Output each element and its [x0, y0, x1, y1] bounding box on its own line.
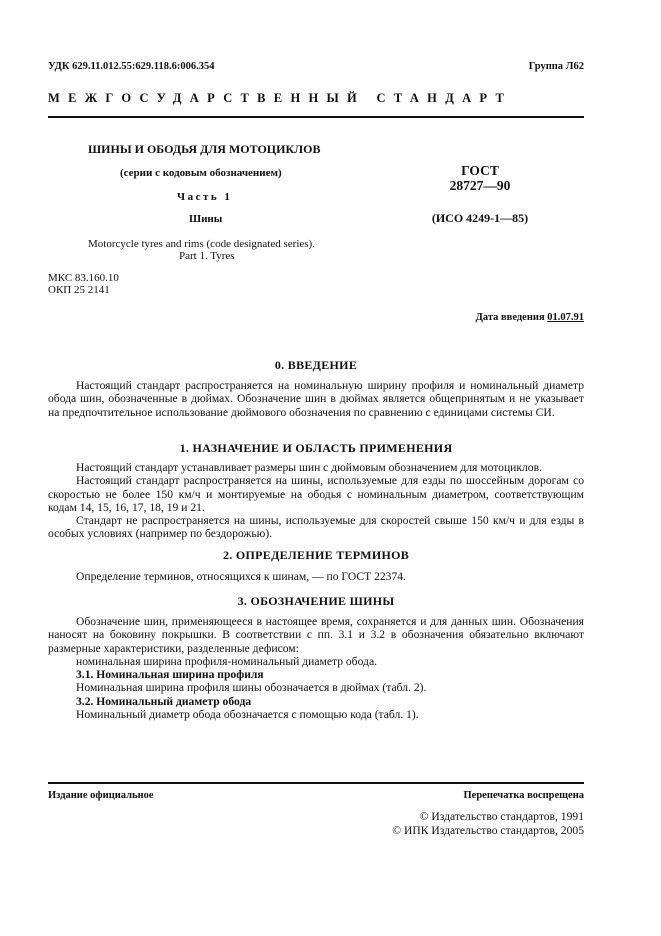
- section-2-heading: 2. ОПРЕДЕЛЕНИЕ ТЕРМИНОВ: [222, 548, 410, 562]
- introduction-date: [476, 312, 584, 323]
- section-0-heading: 0. ВВЕДЕНИЕ: [274, 358, 358, 372]
- intro-date-label: Дата введения: [475, 312, 545, 323]
- section-1-paragraph-2: Настоящий стандарт распространяется на шины, используемые для езды по шоссейным дорогам со скоростью не более 150 км/ч и монтируемые на ободья с номинальным диаметром, соответствующим кодам 14, 15, 16, 17, 18, 19 и 21.: [48, 474, 584, 514]
- official-edition: Издание официальное: [48, 790, 154, 801]
- header-divider: [48, 116, 584, 118]
- document-title: ШИНЫ И ОБОДЬЯ ДЛЯ МОТОЦИКЛОВ: [88, 142, 321, 156]
- okp-code: ОКП 25 2141: [48, 284, 110, 296]
- english-part: Part 1. Tyres: [179, 250, 235, 262]
- section-1-paragraph-3: Стандарт не распространяется на шины, используемые для скоростей свыше 150 км/ч и для езды в особых условиях (например по бездорожью).: [48, 514, 584, 541]
- document-subtitle: Шины: [189, 213, 223, 225]
- mks-code: МКС 83.160.10: [48, 272, 119, 284]
- standard-banner: МЕЖГОСУДАРСТВЕННЫЙ СТАНДАРТ: [48, 91, 513, 105]
- subsection-3-2-text: Номинальный диаметр обода обозначается с помощью кода (табл. 1).: [76, 708, 419, 722]
- section-0-paragraph: Настоящий стандарт распространяется на номинальную ширину профиля и номинальный диаметр обода шин, обозначенные в дюймах. Обозначение шин в дюймах является общепринятым и не указывает на предпочтительное использование дюймового обозначения по сравнению с единицами системы СИ.: [48, 379, 584, 419]
- series-note: (серии с кодовым обозначением): [120, 167, 282, 179]
- section-1-body: [48, 461, 584, 541]
- section-3-paragraph-1: Обозначение шин, применяющееся в настоящее время, сохраняется и для данных шин. Обозначения наносят на боковину покрышки. В соответствии с пп. 3.1 и 3.2 в обозначения обязательно включают размерные характеристики, разделенные дефисом:: [48, 615, 584, 655]
- section-3-body: [48, 615, 584, 721]
- section-2-paragraph: Определение терминов, относящихся к шинам, — по ГОСТ 22374.: [76, 570, 406, 583]
- iso-reference: (ИСО 4249-1—85): [431, 211, 529, 225]
- copyright-1991: © Издательство стандартов, 1991: [419, 810, 584, 823]
- footer-divider: [48, 782, 584, 784]
- gost-number: 28727—90: [449, 178, 511, 193]
- section-2-body: [48, 570, 584, 583]
- english-title: Motorcycle tyres and rims (code designated series).: [88, 238, 315, 250]
- copyright-2005: © ИПК Издательство стандартов, 2005: [392, 824, 584, 837]
- subsection-3-1-text: Номинальная ширина профиля шины обозначается в дюймах (табл. 2).: [76, 681, 427, 695]
- group-code: Группа Л62: [528, 61, 584, 72]
- udk-code: УДК 629.11.012.55:629.118.6:006.354: [48, 61, 215, 72]
- reprint-notice: Перепечатка воспрещена: [463, 790, 584, 801]
- subsection-3-1-heading: 3.1. Номинальная ширина профиля: [76, 668, 264, 682]
- gost-label: ГОСТ: [461, 163, 499, 178]
- intro-date-value: 01.07.91: [547, 312, 584, 323]
- section-1-heading: 1. НАЗНАЧЕНИЕ И ОБЛАСТЬ ПРИМЕНЕНИЯ: [179, 441, 453, 455]
- subsection-3-2-heading: 3.2. Номинальный диаметр обода: [76, 694, 252, 708]
- section-0-body: [48, 379, 584, 419]
- section-3-paragraph-2: номинальная ширина профиля-номинальный диаметр обода.: [76, 654, 377, 668]
- section-1-paragraph-1: Настоящий стандарт устанавливает размеры шин с дюймовым обозначением для мотоциклов.: [76, 461, 542, 474]
- part-label: Часть 1: [177, 191, 233, 203]
- section-3-heading: 3. ОБОЗНАЧЕНИЕ ШИНЫ: [237, 594, 395, 608]
